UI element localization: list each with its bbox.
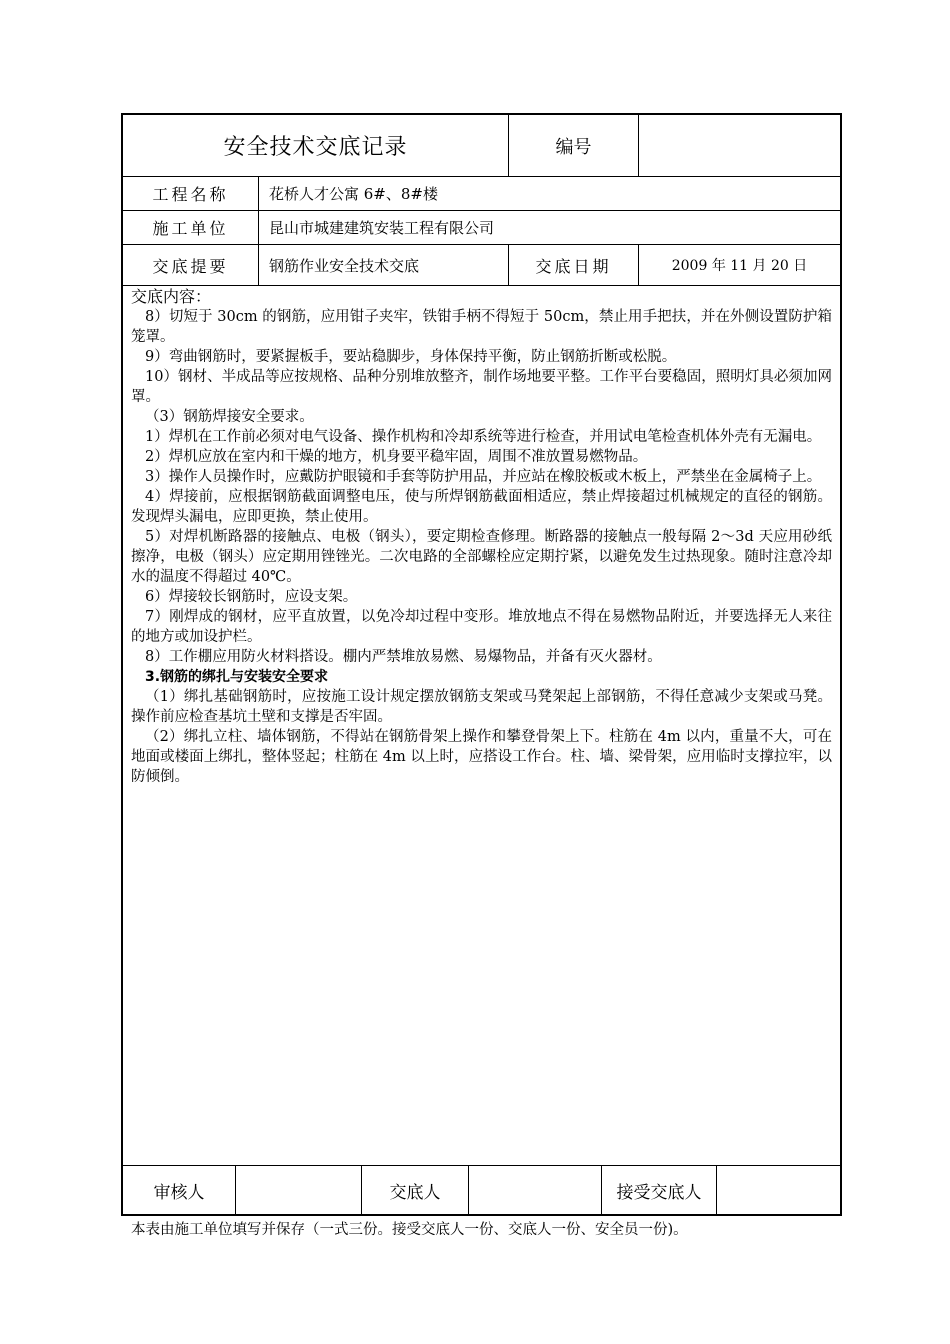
content-paragraph: 6）焊接较长钢筋时，应设支架。 [145, 589, 358, 605]
summary-label: 交底提要 [123, 245, 259, 285]
form-title: 安全技术交底记录 [123, 115, 509, 176]
content-paragraph: 10）钢材、半成品等应按规格、品种分别堆放整齐，制作场地要平整。工作平台要稳固，照明灯具必须加网罩。 [131, 369, 832, 405]
safety-disclosure-form [121, 113, 842, 1216]
discloser-label: 交底人 [362, 1166, 469, 1214]
content-section-heading: 3.钢筋的绑扎与安装安全要求 [145, 669, 329, 685]
summary-row [123, 245, 840, 286]
signature-row [123, 1166, 840, 1214]
content-heading: 交底内容： [131, 287, 212, 306]
number-field[interactable] [639, 115, 840, 176]
content-paragraph: 5）对焊机断路器的接触点、电极（钢头），要定期检查修理。断路器的接触点一般每隔 2～3d 天应用砂纸擦净，电极（钢头）应定期用锉锉光。二次电路的全部螺栓应定期拧紧，以避免发生过热现象。随时注意冷却水的温度不得超过 40℃。 [131, 529, 832, 585]
date-value: 2009 年 11 月 20 日 [671, 258, 808, 274]
discloser-field[interactable] [469, 1166, 602, 1214]
receiver-field[interactable] [717, 1166, 840, 1214]
content-paragraph: 7）刚焊成的钢材，应平直放置，以免冷却过程中变形。堆放地点不得在易燃物品附近，并要选择无人来往的地方或加设护栏。 [131, 609, 832, 645]
content-paragraph: （1）绑扎基础钢筋时，应按施工设计规定摆放钢筋支架或马凳架起上部钢筋，不得任意减少支架或马凳。操作前应检查基坑土壁和支撑是否牢固。 [131, 689, 832, 725]
title-row [123, 115, 840, 177]
receiver-label: 接受交底人 [602, 1166, 717, 1214]
footnote: 本表由施工单位填写并保存（一式三份。接受交底人一份、交底人一份、安全员一份)。 [131, 1222, 688, 1238]
content-paragraph: 8）工作棚应用防火材料搭设。棚内严禁堆放易燃、易爆物品，并备有灭火器材。 [145, 649, 662, 665]
content-paragraph: 9）弯曲钢筋时，要紧握板手，要站稳脚步，身体保持平衡，防止钢筋折断或松脱。 [145, 349, 677, 365]
content-paragraph: 3）操作人员操作时，应戴防护眼镜和手套等防护用品，并应站在橡胶板或木板上，严禁坐在金属椅子上。 [145, 469, 822, 485]
content-paragraph: （2）绑扎立柱、墙体钢筋，不得站在钢筋骨架上操作和攀登骨架上下。柱筋在 4m 以内，重量不大，可在地面或楼面上绑扎，整体竖起；柱筋在 4m 以上时，应搭设工作台。柱、墙、梁骨架，应用临时支撑拉牢，以防倾倒。 [131, 729, 832, 785]
project-name-row [123, 177, 840, 211]
project-name-value: 花桥人才公寓 6#、8#楼 [269, 185, 438, 203]
summary-value: 钢筋作业安全技术交底 [259, 245, 509, 285]
reviewer-label: 审核人 [123, 1166, 236, 1214]
construction-unit-value: 昆山市城建建筑安装工程有限公司 [269, 219, 495, 237]
reviewer-field[interactable] [236, 1166, 362, 1214]
content-paragraph: 8）切短于 30cm 的钢筋，应用钳子夹牢，铁钳手柄不得短于 50cm，禁止用手把扶，并在外侧设置防护箱笼罩。 [131, 309, 832, 345]
number-label: 编号 [509, 115, 639, 176]
content-paragraph: 2）焊机应放在室内和干燥的地方，机身要平稳牢固，周围不准放置易燃物品。 [145, 449, 648, 465]
construction-unit-label: 施工单位 [123, 211, 259, 244]
content-paragraph: （3）钢筋焊接安全要求。 [145, 409, 314, 425]
disclosure-content [123, 286, 840, 1166]
content-paragraph: 1）焊机在工作前必须对电气设备、操作机构和冷却系统等进行检查，并用试电笔检查机体外壳有无漏电。 [145, 429, 822, 445]
date-label: 交底日期 [509, 245, 639, 285]
construction-unit-row [123, 211, 840, 245]
content-paragraph: 4）焊接前，应根据钢筋截面调整电压，使与所焊钢筋截面相适应，禁止焊接超过机械规定的直径的钢筋。发现焊头漏电，应即更换，禁止使用。 [131, 489, 832, 525]
project-name-label: 工程名称 [123, 177, 259, 210]
